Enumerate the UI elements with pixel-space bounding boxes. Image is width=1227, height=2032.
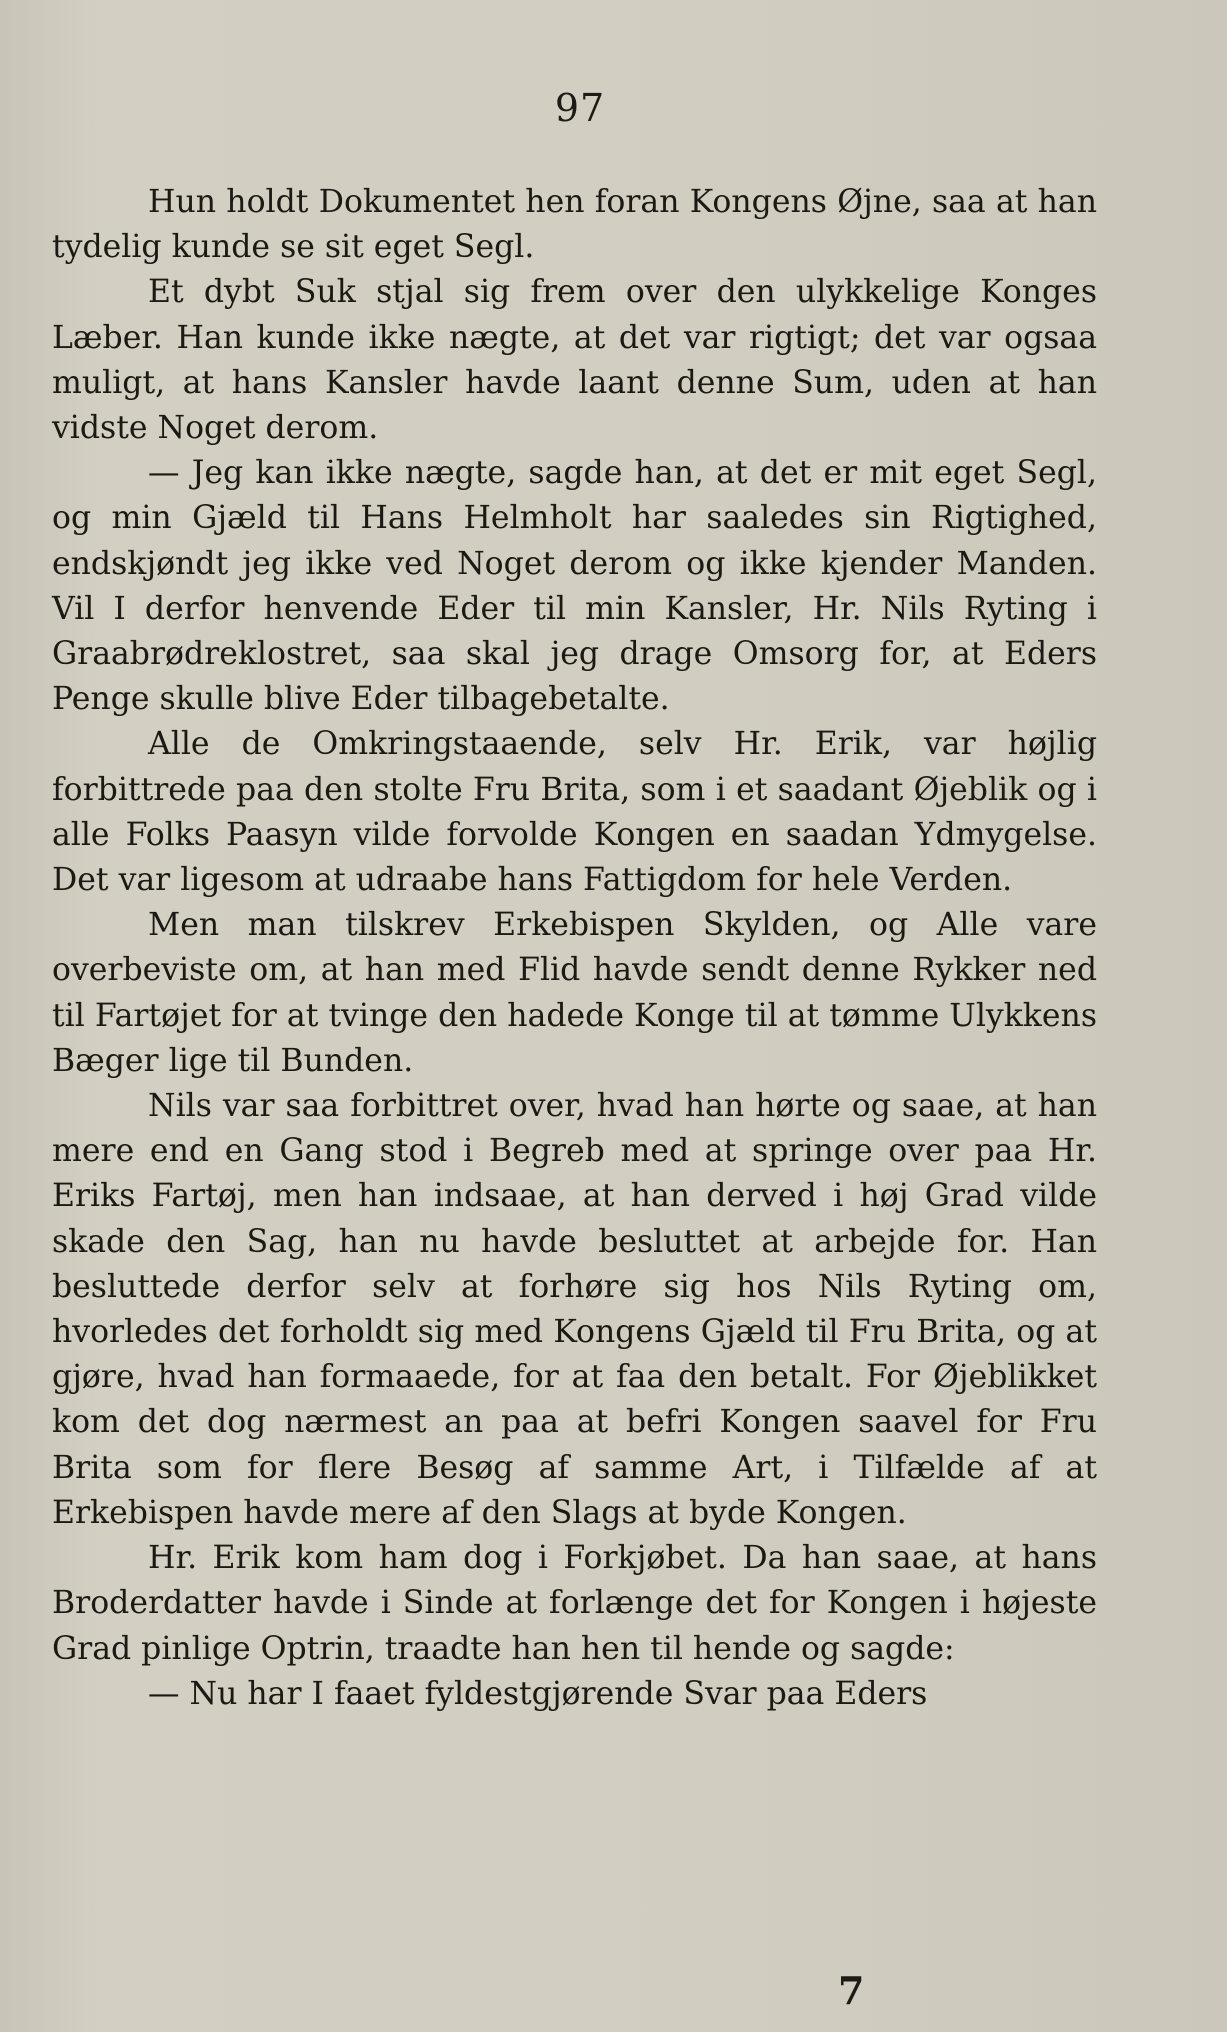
signature-mark: 7 xyxy=(838,1968,865,2013)
paragraph-8: — Nu har I faaet fyldestgjørende Svar paa Eders xyxy=(148,1675,928,1712)
paragraph-5: Men man tilskrev Erkebispen Skylden, og Alle vare overbeviste om, at han med Flid havde sendt denne Rykker ned til Fartøjet for at tvinge den hadede Konge til at tømme Ulykkens Bæger lige til Bunden. xyxy=(52,907,1097,1079)
paragraph-4: Alle de Omkringstaaende, selv Hr. Erik, var højlig forbittrede paa den stolte Fru Brita, som i et saadant Øjeblik og i alle Folks Paasyn vilde forvolde Kongen en saadan Ydmygelse. Det var ligesom at udraabe hans Fattigdom for hele Verden. xyxy=(52,726,1097,899)
paragraph-6: Nils var saa forbittret over, hvad han hørte og saae, at han mere end en Gang stod i Begreb med at springe over paa Hr. Eriks Fartøj, men han indsaae, at han derved i høj Grad vilde skade den Sag, han nu havde besluttet at arbejde for. Han besluttede derfor selv at forhøre sig hos Nils Ryting om, hvorledes det forholdt sig med Kongens Gjæld til Fru Brita, og at gjøre, hvad han formaaede, for at faa den betalt. For Øjeblikket kom det dog nærmest an paa at befri Kongen saavel for Fru Brita som for flere Besøg af samme Art, i Tilfælde af at Erkebispen havde mere af den Slags at byde Kongen. xyxy=(52,1088,1097,1531)
paragraph-1: Hun holdt Dokumentet hen foran Kongens Øjne, saa at han tydelig kunde se sit eget Segl. xyxy=(52,184,1097,266)
paragraph-7: Hr. Erik kom ham dog i Forkjøbet. Da han saae, at hans Broderdatter havde i Sinde at forlænge det for Kongen i højeste Grad pinlige Optrin, traadte han hen til hende og sagde: xyxy=(52,1540,1097,1667)
page-number: 97 xyxy=(554,86,606,130)
paragraph-2: Et dybt Suk stjal sig frem over den ulykkelige Konges Læber. Han kunde ikke nægte, at det var rigtigt; det var ogsaa muligt, at hans Kansler havde laant denne Sum, uden at han vidste Noget derom. xyxy=(52,274,1097,447)
paragraph-3: — Jeg kan ikke nægte, sagde han, at det er mit eget Segl, og min Gjæld til Hans Helmholt har saaledes sin Rigtighed, endskjøndt jeg ikke ved Noget derom og ikke kjender Manden. Vil I derfor henvende Eder til min Kansler, Hr. Nils Ryting i Graabrødreklostret, saa skal jeg drage Omsorg for, at Eders Penge skulle blive Eder tilbagebetalte. xyxy=(52,455,1097,718)
body-text xyxy=(52,180,1097,1717)
